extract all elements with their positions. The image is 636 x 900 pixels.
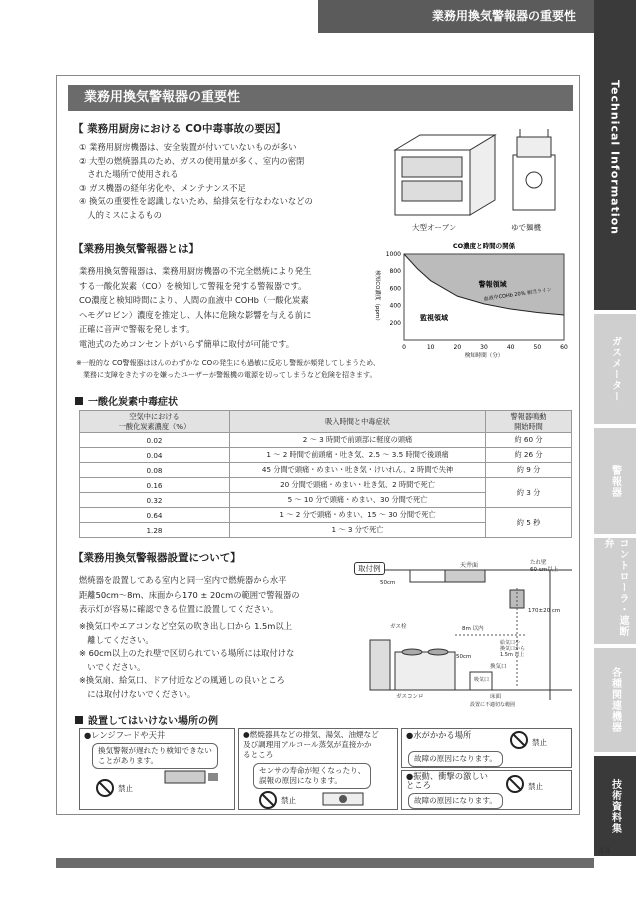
y-tick-label: 1000 xyxy=(385,251,401,258)
ban-label: 禁止 xyxy=(528,782,543,791)
ban-label: 禁止 xyxy=(532,738,547,747)
page-title: 業務用換気警報器の重要性 xyxy=(68,85,573,111)
list-item: ③ ガス機器の経年劣化や、メンテナンス不足 xyxy=(79,182,246,193)
card-bubble: センサの寿命が短くなったり、 誤報の原因になります。 xyxy=(253,763,371,789)
table-cell: 0.04 xyxy=(80,448,230,463)
column-header: 空気中における 一酸化炭素濃度（%） xyxy=(80,411,230,433)
co-table xyxy=(79,410,572,538)
diagram-label: 設置に不適切な範囲 xyxy=(470,702,516,708)
header-bar xyxy=(318,0,594,33)
x-tick-label: 40 xyxy=(506,344,515,351)
card-range-hood xyxy=(79,728,235,810)
section1-heading: 【 業務用厨房における CO中毒事故の要因】 xyxy=(73,123,286,135)
note-line: ※一般的な CO警報器はほんのわずかな COの発生にも過敏に反応し警報が頻発してしまうため、 xyxy=(76,359,380,367)
co-chart xyxy=(364,240,574,358)
tab-controller[interactable]: コントローラ・遮断弁 xyxy=(594,538,636,644)
diagram-label: 吸気口 xyxy=(474,677,490,683)
table-cell: 0.08 xyxy=(80,463,230,478)
table-row xyxy=(80,508,572,523)
table-cell: 0.32 xyxy=(80,493,230,508)
side-tabs xyxy=(594,0,636,900)
text-line: 燃焼器を設置してある室内と同一室内で燃焼器から水平 xyxy=(79,575,287,585)
column-header: 吸入時間と中毒症状 xyxy=(230,411,486,433)
y-axis-label: 検知CO濃度（ppm） xyxy=(374,270,380,324)
table-cell: 0.64 xyxy=(80,508,230,523)
ban-label: 禁止 xyxy=(118,784,133,793)
tab-technical-information[interactable]: Technical Information xyxy=(594,0,636,310)
note-line: ※換気扇、給気口、ドア付近などの風通しの良いところ xyxy=(79,675,285,685)
noodle-boiler-caption: ゆで麺機 xyxy=(511,223,541,232)
text-line: 正確に音声で警報を発します。 xyxy=(79,324,195,334)
prohibited-icon xyxy=(510,731,528,749)
curve-label: 血液中COHb 20% 相当ライン xyxy=(483,286,553,303)
table-row xyxy=(80,433,572,448)
diagram-label: 50cm xyxy=(380,580,396,586)
table-cell: 約 3 分 xyxy=(486,478,572,508)
table-cell: 1.28 xyxy=(80,523,230,538)
diagram-label: 50cm xyxy=(456,654,472,660)
card-exhaust xyxy=(238,728,398,810)
card-title: ●レンジフードや天井 xyxy=(84,730,166,740)
table-row xyxy=(80,463,572,478)
table-row xyxy=(80,448,572,463)
text-line: 業務用換気警報器は、業務用厨房機器の不完全燃焼により発生 xyxy=(79,266,312,276)
card-title: ●振動、衝撃の激しい ところ xyxy=(406,771,488,790)
card-title: ●燃焼器具などの排気、湯気、油煙など 及び調理用アルコール蒸気が直接かか るところ xyxy=(243,730,379,759)
y-tick-label: 200 xyxy=(389,319,401,327)
x-tick-label: 10 xyxy=(426,344,435,351)
text-line: 距離50cm～8m、床面から170 ± 20cmの範囲で警報器の xyxy=(79,589,300,600)
text-line: ヘモグロビン）濃度を推定し、人体に危険な影響を与える前に xyxy=(79,309,312,320)
region-label-monitor: 監視領域 xyxy=(420,314,448,323)
text-line: する一酸化炭素（CO）を検知して警報を発する警報器です。 xyxy=(79,280,307,291)
note-line: いでください。 xyxy=(79,661,146,672)
prohibited-icon xyxy=(506,775,524,793)
section4-notes xyxy=(79,620,294,701)
x-tick-label: 0 xyxy=(402,344,406,351)
prohibited-icon xyxy=(259,791,277,809)
y-tick-label: 800 xyxy=(389,268,401,276)
installation-diagram xyxy=(350,560,572,710)
note-line: 離してください。 xyxy=(79,634,154,645)
table-cell: 約 60 分 xyxy=(486,433,572,448)
x-tick-label: 30 xyxy=(480,344,488,351)
chart-title: CO濃度と時間の関係 xyxy=(452,242,516,250)
table-cell: 約 5 秒 xyxy=(486,508,572,538)
card-bubble: 故障の原因になります。 xyxy=(408,793,503,809)
table-cell: 1 ～ 2 分で頭痛・めまい、15 ～ 30 分間で死亡 xyxy=(230,508,486,523)
table-cell: 5 ～ 10 分で頭痛・めまい、30 分間で死亡 xyxy=(230,493,486,508)
section2-body xyxy=(79,264,311,351)
table-row xyxy=(80,478,572,493)
card-bubble: 故障の原因になります。 xyxy=(408,751,503,767)
tab-related-devices[interactable]: 各種関連機器 xyxy=(594,648,636,752)
section4-heading: 【業務用換気警報器設置について】 xyxy=(73,552,241,564)
ban-label: 禁止 xyxy=(281,796,296,805)
tab-gas-meter[interactable]: ガスメーター xyxy=(594,314,636,424)
table-cell: 0.16 xyxy=(80,478,230,493)
footer-bar xyxy=(56,858,594,868)
table-cell: 1 ～ 3 分で死亡 xyxy=(230,523,486,538)
column-header: 警報器鳴動 開始時間 xyxy=(486,411,572,433)
diagram-label: 給気口や 換気口から 1.5m 以上 xyxy=(500,640,526,658)
x-axis-label: 検知時間（分） xyxy=(464,353,504,358)
oven-caption: 大型オーブン xyxy=(412,223,457,232)
text-line: 表示灯が容易に確認できる位置に設置してください。 xyxy=(79,604,279,614)
note-line: ※ 60cm以上のたれ壁で区切られている場所には取付けな xyxy=(79,648,295,658)
prohibited-icon xyxy=(96,779,114,797)
card-water xyxy=(401,728,572,768)
section2-heading: 【業務用換気警報器とは】 xyxy=(73,243,199,255)
diagram-label: 天井面 xyxy=(460,562,479,569)
range-hood-illustration xyxy=(160,769,230,807)
page-number: 44 xyxy=(598,846,611,857)
section5-heading: 設置してはいけない場所の例 xyxy=(75,712,218,727)
list-item: ① 業務用厨房機器は、安全装置が付いていないものが多い xyxy=(79,142,297,152)
note-line: には取付けないでください。 xyxy=(79,688,196,699)
section4-body xyxy=(79,573,300,617)
text-line: 電池式のためコンセントがいらず簡単に取付が可能です。 xyxy=(79,338,295,349)
card-bubble: 換気警報が遅れたり検知できない ことがあります。 xyxy=(92,743,218,769)
note-line: 業務に支障をきたすのを嫌ったユーザーが警報機の電源を切ってしまうなど危険を招きます。 xyxy=(76,371,377,379)
diagram-label: 170±20 cm xyxy=(528,608,561,614)
diagram-label: 換気口 xyxy=(490,664,507,670)
tab-alarm[interactable]: 警報器 xyxy=(594,428,636,534)
diagram-label: たれ壁 60 cm以上 xyxy=(530,560,559,573)
section3-heading: 一酸化炭素中毒症状 xyxy=(75,393,178,408)
text-line: CO濃度と検知時間により、人間の血液中 COHb（一酸化炭素 xyxy=(79,295,309,305)
card-vibration xyxy=(401,770,572,810)
list-item: ④ 換気の重要性を認識しないため、給排気を行なわないなどの xyxy=(79,196,313,206)
header-title: 業務用換気警報器の重要性 xyxy=(431,9,576,23)
oven-illustration xyxy=(390,125,500,220)
stove-illustration xyxy=(319,781,389,809)
table-cell: 約 9 分 xyxy=(486,463,572,478)
section2-note xyxy=(76,357,380,381)
card-title: ●水がかかる場所 xyxy=(406,730,472,740)
x-tick-label: 20 xyxy=(453,344,462,351)
diagram-label: 床面 xyxy=(490,694,502,700)
table-cell: 45 分間で頭痛・めまい・吐き気・けいれん、2 時間で失神 xyxy=(230,463,486,478)
x-tick-label: 50 xyxy=(533,344,542,351)
list-item: 人的ミスによるもの xyxy=(79,209,162,220)
table-cell: 0.02 xyxy=(80,433,230,448)
diagram-label: ガスコンロ xyxy=(396,694,424,700)
y-tick-label: 600 xyxy=(389,285,401,293)
list-item: ② 大型の燃焼器具のため、ガスの使用量が多く、室内の密閉 xyxy=(79,155,305,166)
list-item: された場所で使用される xyxy=(79,169,179,179)
tab-technical-docs[interactable]: 技術資料集 xyxy=(594,756,636,856)
diagram-label: 8m 以内 xyxy=(462,626,484,632)
table-cell: 1 ～ 2 時間で前頭痛・吐き気、2.5 ～ 3.5 時間で後頭痛 xyxy=(230,448,486,463)
table-cell: 約 26 分 xyxy=(486,448,572,463)
diagram-label: ガス栓 xyxy=(390,624,407,630)
table-cell: 20 分間で頭痛・めまい・吐き気、2 時間で死亡 xyxy=(230,478,486,493)
noodle-boiler-illustration xyxy=(505,125,565,220)
region-label-alarm: 警報領域 xyxy=(478,280,507,289)
diagram-tag: 取付例 xyxy=(354,562,385,575)
x-tick-label: 60 xyxy=(560,344,568,351)
section1-list xyxy=(79,141,313,222)
note-line: ※換気口やエアコンなど空気の吹き出し口から 1.5m以上 xyxy=(79,621,292,631)
y-tick-label: 400 xyxy=(389,302,401,310)
table-cell: 2 ～ 3 時間で前頭部に軽度の頭痛 xyxy=(230,433,486,448)
